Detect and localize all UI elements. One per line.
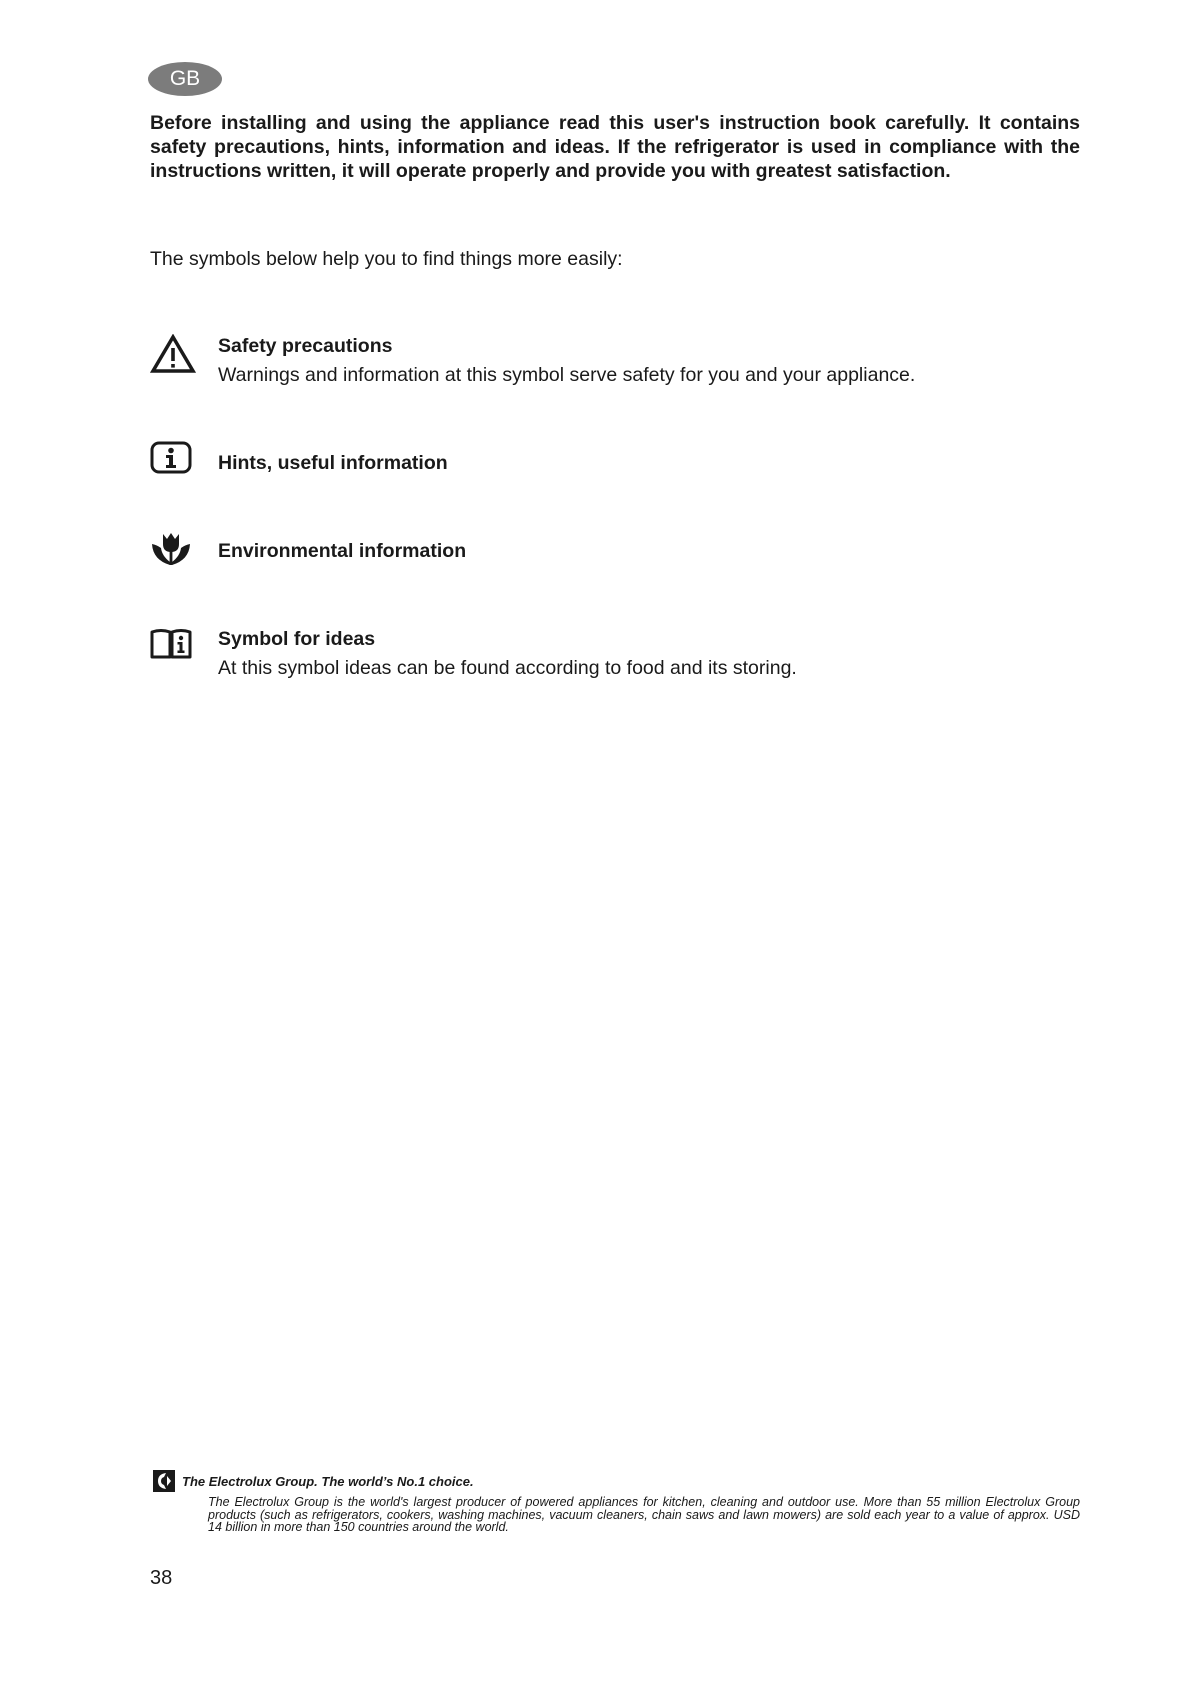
book-info-icon bbox=[150, 628, 192, 660]
warning-triangle-icon bbox=[150, 334, 196, 374]
electrolux-logo-icon bbox=[153, 1470, 175, 1492]
footer-heading: The Electrolux Group. The world’s No.1 choice. bbox=[182, 1474, 474, 1489]
language-badge: GB bbox=[148, 62, 222, 96]
page-number: 38 bbox=[150, 1567, 173, 1589]
tulip-leaf-icon bbox=[150, 532, 192, 568]
symbol-desc-ideas: At this symbol ideas can be found according to food and its storing. bbox=[218, 657, 797, 679]
info-icon bbox=[150, 441, 192, 475]
footer-body-text: The Electrolux Group is the world's largest producer of powered appliances for kitchen, cleaning and outdoor use. More than 55 million Electrolux Group products (such as refrigerators, cookers, washing machines, vacuum cleaners, chain saws and lawn mowers) are sold each year to a value of approx. USD 14 billion in more than 150 countries around the world. bbox=[208, 1495, 1080, 1534]
symbol-title-environmental: Environmental information bbox=[218, 540, 467, 562]
symbols-lead-text: The symbols below help you to find things more easily: bbox=[150, 248, 623, 270]
symbol-desc-safety: Warnings and information at this symbol serve safety for you and your appliance. bbox=[218, 364, 916, 386]
symbol-title-hints: Hints, useful information bbox=[218, 452, 448, 474]
symbol-title-ideas: Symbol for ideas bbox=[218, 628, 376, 650]
intro-paragraph: Before installing and using the appliance read this user's instruction book carefully. It contains safety precautions, hints, information and ideas. If the refrigerator is used in compliance with the instructions written, it will operate properly and provide you with greatest satisfaction. bbox=[150, 112, 1080, 182]
symbol-title-safety: Safety precautions bbox=[218, 335, 393, 357]
